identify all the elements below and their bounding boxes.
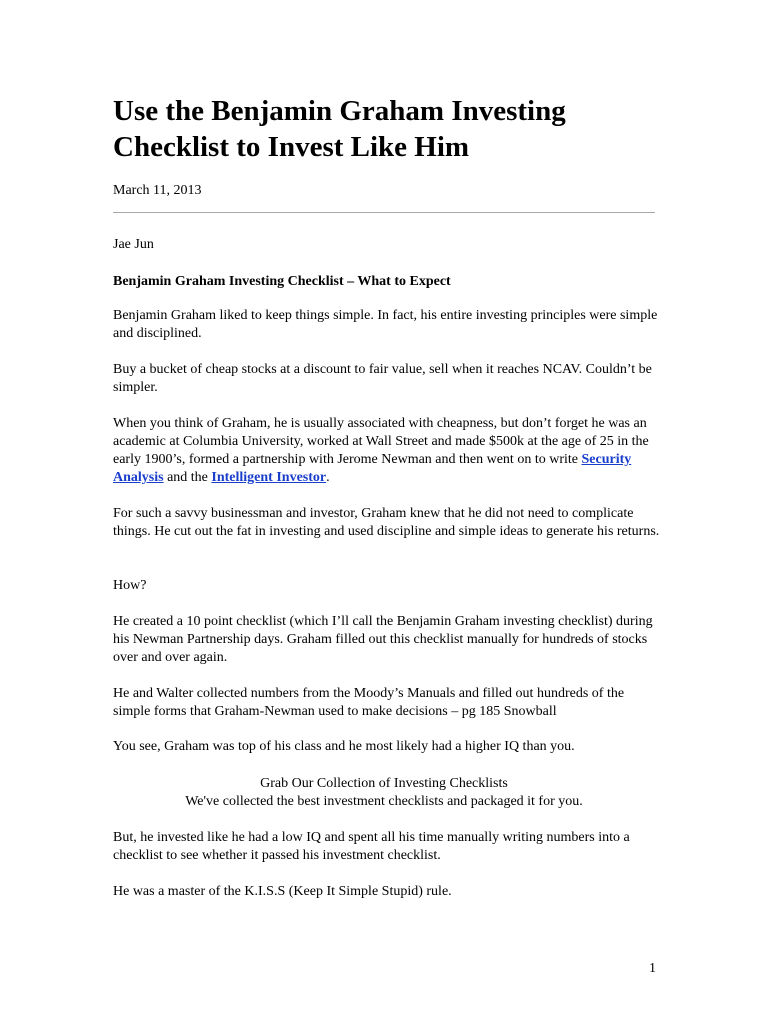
paragraph-4: For such a savvy businessman and investor, Graham knew that he did not need to complicate things. He cut out the fat in investing and used discipline and simple ideas to generate his returns.: [113, 506, 660, 539]
horizontal-divider: [113, 212, 655, 213]
paragraph-3-text-before: When you think of Graham, he is usually associated with cheapness, but don’t forget he was an academic at Columbia University, worked at Wall Street and made $500k at the age of 25 in the early 1900’s, formed a partnership with Jerome Newman and then went on to write: [113, 416, 649, 467]
section-heading: Benjamin Graham Investing Checklist – What to Expect: [113, 274, 451, 289]
paragraph-1: Benjamin Graham liked to keep things simple. In fact, his entire investing principles were simple and disciplined.: [113, 308, 658, 341]
paragraph-2: Buy a bucket of cheap stocks at a discount to fair value, sell when it reaches NCAV. Couldn’t be simpler.: [113, 362, 652, 395]
article-title: Use the Benjamin Graham Investing Checklist to Invest Like Him: [113, 95, 566, 163]
page-number: 1: [649, 961, 656, 976]
paragraph-9: But, he invested like he had a low IQ and spent all his time manually writing numbers into a checklist to see whether it passed his investment checklist.: [113, 830, 630, 863]
checklist-promo-subtitle: We've collected the best investment checklists and packaged it for you.: [185, 794, 583, 809]
article-author: Jae Jun: [113, 237, 154, 252]
paragraph-7: He and Walter collected numbers from the Moody’s Manuals and filled out hundreds of the simple forms that Graham-Newman used to make decisions – pg 185 Snowball: [113, 686, 625, 719]
paragraph-8: You see, Graham was top of his class and he most likely had a higher IQ than you.: [113, 739, 575, 754]
paragraph-3: [113, 415, 661, 487]
security-analysis-link[interactable]: Security Analysis: [113, 452, 632, 485]
paragraph-3-text-after: .: [326, 470, 330, 485]
paragraph-10: He was a master of the K.I.S.S (Keep It Simple Stupid) rule.: [113, 884, 452, 899]
paragraph-6: He created a 10 point checklist (which I’ll call the Benjamin Graham investing checklist) during his Newman Partnership days. Graham filled out this checklist manually for hundreds of stocks over and over again.: [113, 614, 653, 665]
paragraph-3-text-middle: and the: [163, 470, 212, 485]
intelligent-investor-link[interactable]: Intelligent Investor: [211, 470, 327, 485]
checklist-promo-title[interactable]: Grab Our Collection of Investing Checklists: [260, 776, 508, 791]
paragraph-5: How?: [113, 578, 147, 593]
article-date: March 11, 2013: [113, 183, 202, 198]
